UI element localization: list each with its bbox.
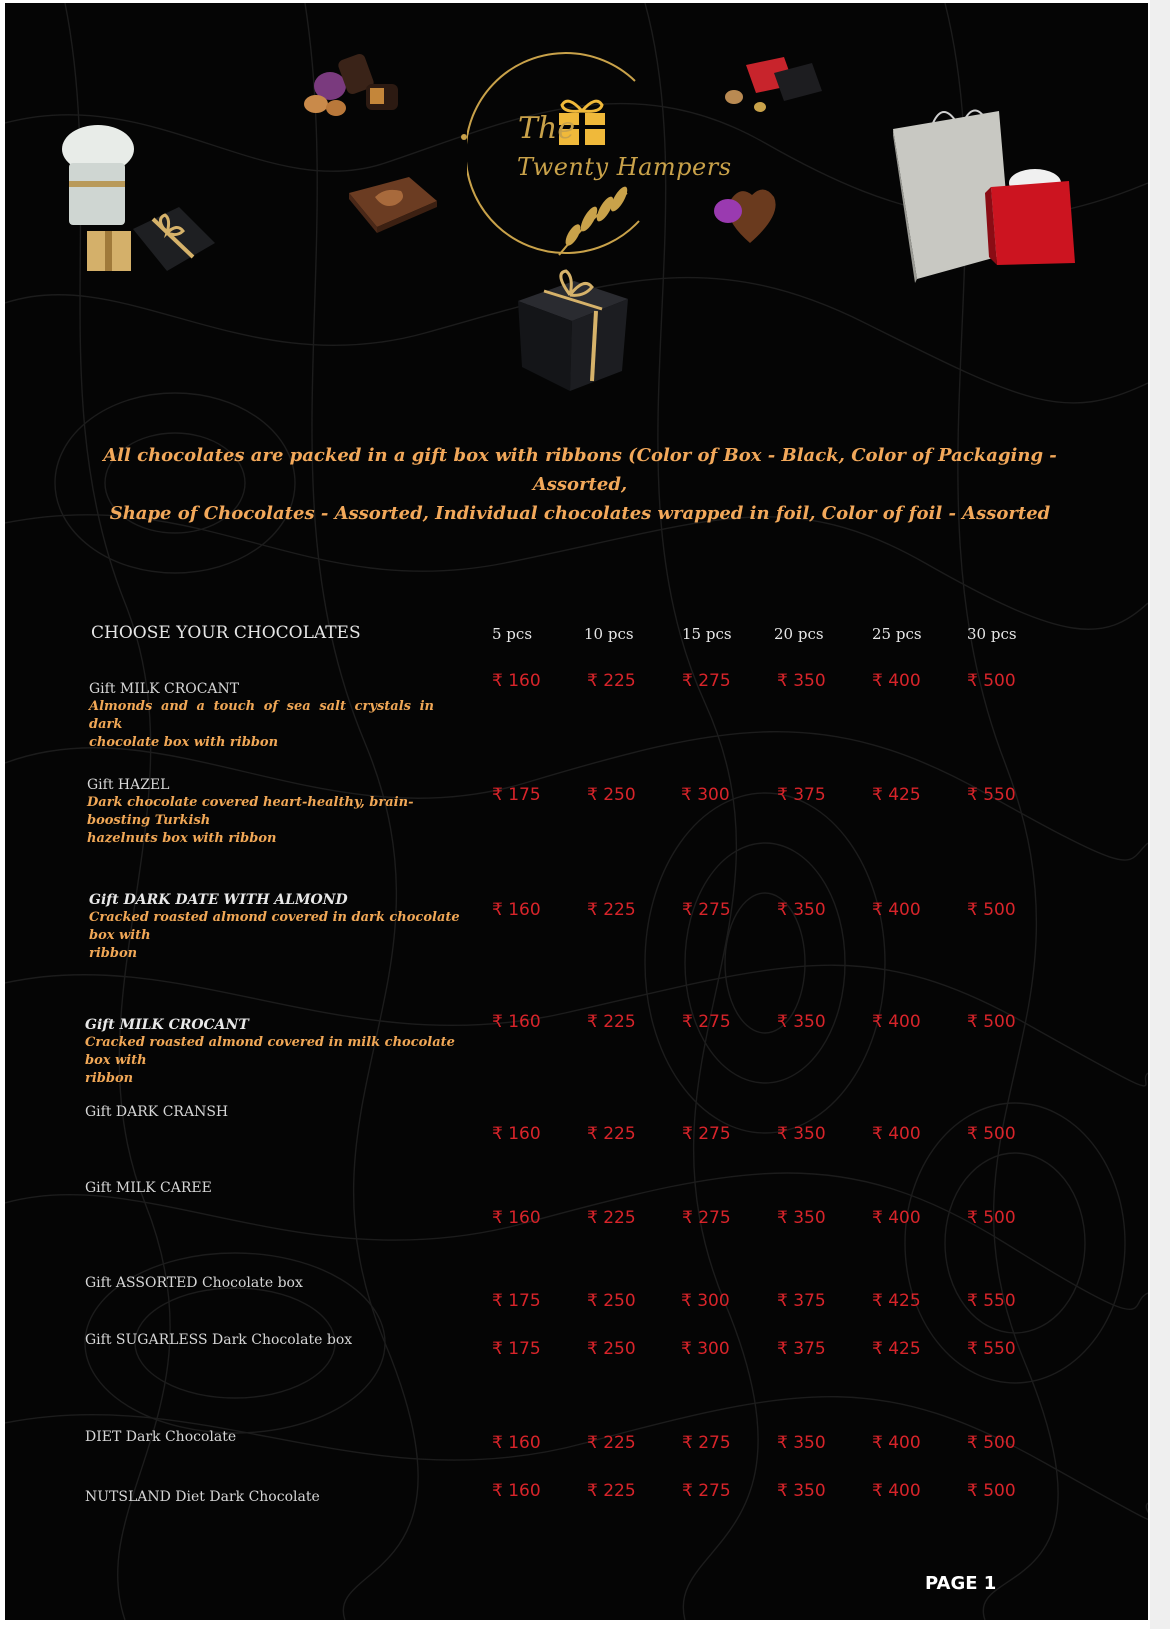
column-header-5pcs: 5 pcs [492,625,533,643]
price-15pcs: ₹ 300 [681,1291,730,1311]
price-10pcs: ₹ 225 [587,1481,636,1501]
price-15pcs: ₹ 275 [682,1433,731,1453]
brand-name-line1: The [518,111,576,146]
column-header-30pcs: 30 pcs [967,625,1017,643]
leaf-branch-icon [559,184,630,255]
product-name: Gift DARK DATE WITH ALMOND [89,892,348,908]
price-5pcs: ₹ 160 [492,900,541,920]
price-10pcs: ₹ 250 [587,1291,636,1311]
price-5pcs: ₹ 175 [492,785,541,805]
price-30pcs: ₹ 500 [967,1012,1016,1032]
product-name: Gift MILK CROCANT [85,1017,249,1033]
price-15pcs: ₹ 275 [682,1208,731,1228]
product-description-line: chocolate box with ribbon [89,735,279,750]
notice-line-2: Shape of Chocolates - Assorted, Individual chocolates wrapped in foil, Color of foil - Assorted [109,503,1051,524]
chocolates-and-nuts-image [300,48,405,123]
logo-dot-icon [460,133,468,141]
menu-page [5,3,1148,1620]
product-description-line: Cracked roasted almond covered in milk chocolate box with [85,1035,455,1068]
price-20pcs: ₹ 350 [777,1124,826,1144]
price-25pcs: ₹ 400 [872,1124,921,1144]
red-gift-bag-image [985,161,1077,267]
price-10pcs: ₹ 225 [587,1208,636,1228]
price-15pcs: ₹ 275 [682,1124,731,1144]
heart-chocolate-image [710,181,790,249]
price-25pcs: ₹ 400 [872,1012,921,1032]
product-description [87,794,472,848]
price-20pcs: ₹ 350 [777,1433,826,1453]
packaging-notice [75,441,1085,528]
product-description-line: Cracked roasted almond covered in dark chocolate box with [89,910,460,943]
black-gift-box-center-image [510,265,635,395]
price-5pcs: ₹ 175 [492,1339,541,1359]
price-5pcs: ₹ 175 [492,1291,541,1311]
price-25pcs: ₹ 425 [872,1291,921,1311]
price-30pcs: ₹ 550 [967,785,1016,805]
notice-line-1: All chocolates are packed in a gift box with ribbons (Color of Box - Black, Color of Packaging - Assorted, [103,445,1057,495]
black-gift-box-gold-ribbon-image [127,203,219,275]
product-name: DIET Dark Chocolate [85,1429,237,1445]
price-10pcs: ₹ 225 [587,1433,636,1453]
page-number: PAGE 1 [925,1573,997,1594]
price-25pcs: ₹ 425 [872,1339,921,1359]
price-30pcs: ₹ 500 [967,900,1016,920]
product-description-line: hazelnuts box with ribbon [87,831,277,846]
column-header-20pcs: 20 pcs [774,625,824,643]
price-20pcs: ₹ 350 [777,900,826,920]
column-header-15pcs: 15 pcs [682,625,732,643]
price-15pcs: ₹ 275 [682,900,731,920]
page-edge [1150,0,1170,1629]
product-description [85,1034,470,1088]
price-10pcs: ₹ 225 [587,900,636,920]
price-20pcs: ₹ 350 [777,1481,826,1501]
price-25pcs: ₹ 400 [872,900,921,920]
price-5pcs: ₹ 160 [492,1124,541,1144]
price-25pcs: ₹ 400 [872,671,921,691]
price-20pcs: ₹ 350 [777,1012,826,1032]
price-10pcs: ₹ 250 [587,785,636,805]
price-30pcs: ₹ 500 [967,1124,1016,1144]
brand-name-line2: Twenty Hampers [517,153,732,181]
product-name: Gift MILK CAREE [85,1180,212,1196]
price-25pcs: ₹ 400 [872,1481,921,1501]
price-30pcs: ₹ 550 [967,1291,1016,1311]
product-description-line: ribbon [85,1071,134,1086]
product-description-line: ribbon [89,946,138,961]
product-description-line: Almonds and a touch of sea salt crystals in dark [89,699,434,732]
product-name: Gift SUGARLESS Dark Chocolate box [85,1332,353,1348]
price-15pcs: ₹ 300 [681,1339,730,1359]
price-25pcs: ₹ 400 [872,1433,921,1453]
product-name: Gift HAZEL [87,777,170,793]
price-20pcs: ₹ 350 [777,671,826,691]
price-20pcs: ₹ 375 [777,785,826,805]
price-30pcs: ₹ 500 [967,1433,1016,1453]
column-header-25pcs: 25 pcs [872,625,922,643]
price-30pcs: ₹ 500 [967,1208,1016,1228]
price-25pcs: ₹ 400 [872,1208,921,1228]
price-20pcs: ₹ 350 [777,1208,826,1228]
price-5pcs: ₹ 160 [492,1208,541,1228]
price-30pcs: ₹ 500 [967,1481,1016,1501]
price-15pcs: ₹ 275 [682,1481,731,1501]
price-10pcs: ₹ 225 [587,1124,636,1144]
price-5pcs: ₹ 160 [492,1012,541,1032]
price-5pcs: ₹ 160 [492,1433,541,1453]
price-15pcs: ₹ 300 [681,785,730,805]
price-5pcs: ₹ 160 [492,1481,541,1501]
price-30pcs: ₹ 500 [967,671,1016,691]
product-description [89,909,474,963]
red-black-box-image [720,55,825,117]
product-name: NUTSLAND Diet Dark Chocolate [85,1489,320,1505]
price-20pcs: ₹ 375 [777,1291,826,1311]
product-description [89,698,434,752]
product-name: Gift DARK CRANSH [85,1104,229,1120]
table-title: CHOOSE YOUR CHOCOLATES [91,623,361,643]
price-10pcs: ₹ 225 [587,671,636,691]
price-15pcs: ₹ 275 [682,671,731,691]
price-15pcs: ₹ 275 [682,1012,731,1032]
price-20pcs: ₹ 375 [777,1339,826,1359]
price-10pcs: ₹ 225 [587,1012,636,1032]
column-header-10pcs: 10 pcs [584,625,634,643]
price-5pcs: ₹ 160 [492,671,541,691]
product-description-line: Dark chocolate covered heart-healthy, brain-boosting Turkish [87,795,414,828]
price-10pcs: ₹ 250 [587,1339,636,1359]
product-name: Gift MILK CROCANT [89,681,240,697]
price-30pcs: ₹ 550 [967,1339,1016,1359]
price-25pcs: ₹ 425 [872,785,921,805]
chocolate-square-image [345,171,440,233]
product-name: Gift ASSORTED Chocolate box [85,1275,303,1291]
